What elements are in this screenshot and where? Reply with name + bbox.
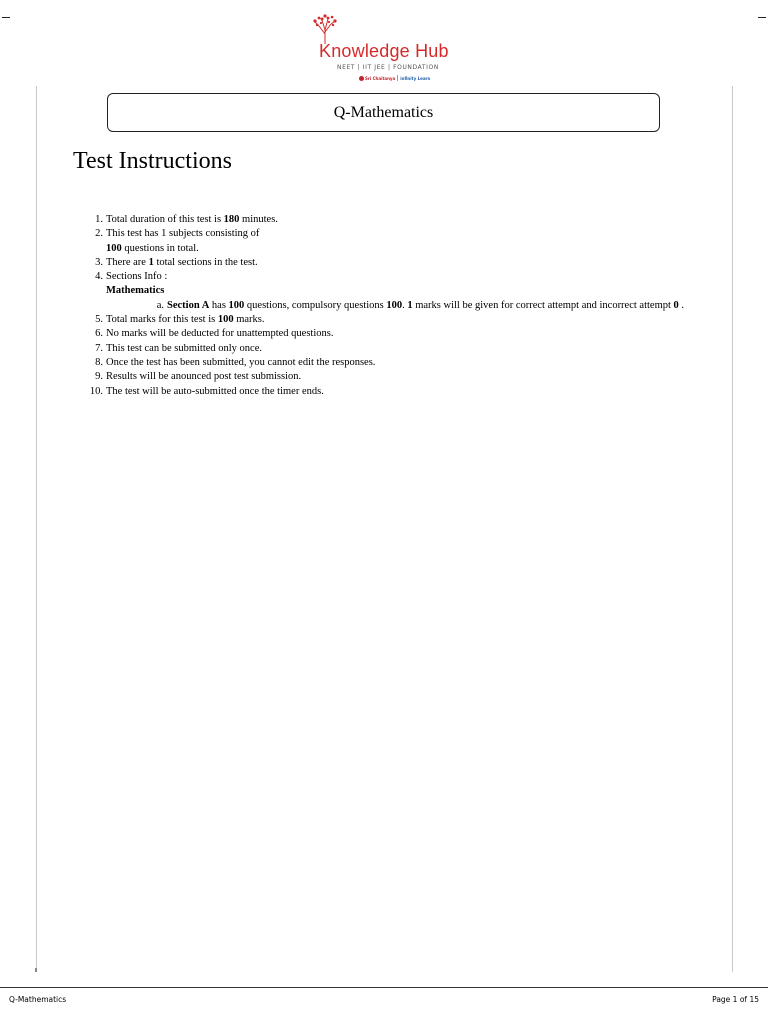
- instruction-item: 8. Once the test has been submitted, you cannot edit the responses.: [95, 356, 376, 368]
- instruction-item: 10. The test will be auto-submitted once the timer ends.: [89, 385, 324, 397]
- tree-logo-icon: [311, 14, 339, 44]
- knowledge-hub-logo: [305, 14, 465, 81]
- footer-test-name: Q-Mathematics: [9, 995, 67, 1004]
- section-info-item: a. Section A has 100 questions, compulsory questions 100. 1 marks will be given for correct attempt and incorrect attempt 0 .: [156, 299, 685, 311]
- margin-tick: [35, 968, 37, 972]
- instruction-item: 7. This test can be submitted only once.: [95, 342, 263, 354]
- corner-mark-right: [758, 17, 766, 18]
- instruction-item: 4. Sections Info : Mathematics: [95, 271, 168, 297]
- logo-subtitle: NEET | IIT JEE | FOUNDATION: [337, 64, 439, 71]
- page-heading: Test Instructions: [73, 148, 232, 174]
- test-title-box: [107, 93, 660, 132]
- footer-divider: [0, 987, 768, 988]
- instruction-list: [72, 213, 702, 399]
- instruction-item: 6. No marks will be deducted for unattempted questions.: [95, 328, 334, 340]
- logo-title: Knowledge Hub: [319, 41, 449, 61]
- left-margin-line: [36, 86, 37, 972]
- corner-mark-left: [2, 17, 10, 18]
- test-title: Q-Mathematics: [333, 103, 434, 121]
- right-margin-line: [732, 86, 733, 972]
- instruction-item: 5. Total marks for this test is 100 marks.: [95, 314, 265, 326]
- instruction-item: 1. Total duration of this test is 180 minutes.: [95, 214, 278, 225]
- subject-name: Mathematics: [106, 285, 165, 297]
- footer-page-number: Page 1 of 15: [712, 995, 759, 1004]
- instruction-item: 3. There are 1 total sections in the test.: [95, 256, 258, 268]
- partner-logo-infinity-learn: infinity Learn: [400, 75, 431, 81]
- partner-logo-sri-chaitanya: [359, 76, 395, 81]
- partner-logos: [359, 75, 430, 81]
- sri-chaitanya-emblem-icon: [359, 76, 364, 81]
- instruction-item: 9. Results will be anounced post test submission.: [95, 371, 302, 383]
- partner-divider: [397, 75, 398, 81]
- partner-1-label: Sri Chaitanya: [365, 75, 396, 81]
- instruction-item: 2. This test has 1 subjects consisting of 100 questions in total.: [95, 228, 260, 254]
